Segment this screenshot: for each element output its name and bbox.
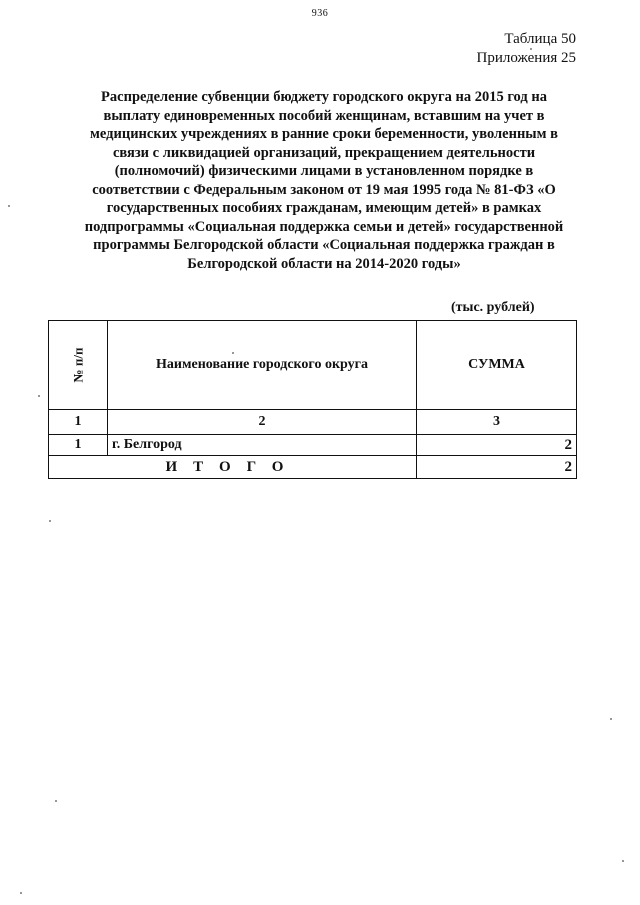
scan-speck — [622, 860, 624, 862]
header-district-name: Наименование городского округа — [108, 321, 417, 410]
table-row — [49, 435, 577, 456]
title-line: Белгородской области на 2014-2020 годы» — [187, 255, 461, 272]
scan-speck — [610, 718, 612, 720]
scan-speck — [20, 892, 22, 894]
title-line: подпрограммы «Социальная поддержка семьи и детей» государственной — [84, 218, 564, 235]
column-index: 2 — [108, 410, 417, 435]
scan-speck — [49, 520, 51, 522]
row-number: 1 — [49, 435, 108, 456]
header-number-label: № п/п — [70, 347, 85, 382]
appendix-number: Приложения 25 — [476, 50, 576, 66]
title-line: программы Белгородской области «Социальная поддержка граждан в — [93, 237, 555, 253]
scan-speck — [530, 48, 532, 50]
column-index-row — [49, 410, 577, 435]
title-line: выплату единовременных пособий женщинам, вставшим на учет в — [103, 107, 545, 124]
title-line: Распределение субвенции бюджету городского округа на 2015 год на — [101, 89, 547, 105]
total-row — [49, 456, 577, 479]
table-header-row — [49, 321, 577, 410]
row-amount: 2 — [417, 435, 577, 456]
column-index: 3 — [417, 410, 577, 435]
row-district-name: г. Белгород — [108, 435, 417, 456]
title-line: (полномочий) физическими лицами в установленном порядке в — [114, 163, 534, 179]
scan-speck — [232, 352, 234, 354]
scan-speck — [55, 800, 57, 802]
title-line: соответствии с Федеральным законом от 19 мая 1995 года № 81-ФЗ «О — [92, 181, 556, 198]
page-number: 936 — [311, 8, 329, 19]
units-label: (тыс. рублей) — [451, 300, 535, 315]
title-line: медицинских учреждениях в ранние сроки беременности, уволенным в — [90, 126, 558, 142]
table-reference — [477, 30, 577, 68]
scan-speck — [38, 395, 40, 397]
header-number — [49, 321, 108, 410]
header-sum: СУММА — [417, 321, 577, 410]
title-line: связи с ликвидацией организаций, прекращением деятельности — [112, 144, 536, 161]
total-label: ИТОГО — [49, 456, 417, 479]
total-amount: 2 — [417, 456, 577, 479]
document-title — [44, 88, 604, 273]
subvention-table — [48, 320, 577, 479]
scan-speck — [8, 205, 10, 207]
title-line: государственных пособиях гражданам, имеющим детей» в рамках — [106, 200, 542, 216]
table-number: Таблица 50 — [504, 31, 576, 47]
column-index: 1 — [49, 410, 108, 435]
